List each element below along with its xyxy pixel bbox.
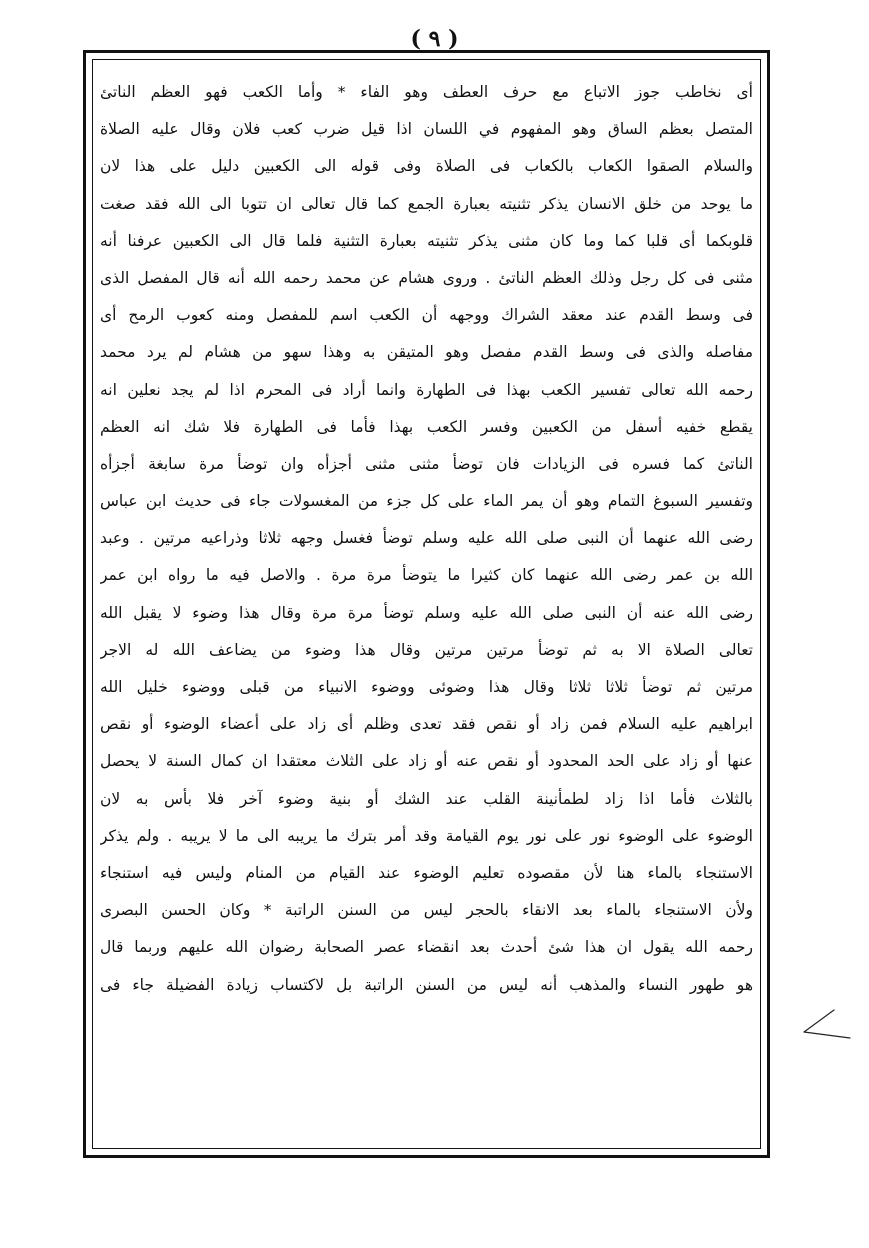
text-line: رحمه الله يقول ان هذا شئ أحدث بعد انقضاء عصر الصحابة رضوان الله عليهم وربما قال	[100, 938, 753, 957]
text-line: قلوبكما أى قلبا كما وما كان مثنى يذكر تثنيته بعبارة التثنية فلما قال الى الكعبين عرفنا أنه	[100, 231, 753, 250]
text-line: رضى الله عنهما أن النبى صلى الله عليه وسلم توضأ فغسل وجهه ثلاثا وذراعيه مرتين . وعبد	[100, 529, 753, 548]
text-line: رضى الله عنه أن النبى صلى الله عليه وسلم توضأ مرة مرة وقال هذا وضوء لا يقبل الله	[100, 603, 753, 622]
text-line: هو طهور النساء والمذهب أنه ليس من السنن الراتبة بل لاكتساب زيادة الفضيلة جاء فى	[100, 975, 753, 994]
text-line: عنها أو زاد على الحد المحدود أو نقص عنه أو زاد على الثلاث معتقدا ان كمال السنة لا يحصل	[100, 752, 753, 771]
text-line: بالثلاث فأما اذا زاد لطمأنينة القلب عند الشك أو بنية وضوء آخر فلا بأس به لان	[100, 789, 753, 808]
text-line: يقطع خفيه أسفل من الكعبين وفسر الكعب بهذا فأما فى الطهارة فلا شك انه العظم	[100, 417, 753, 436]
page-number: ( ٩ )	[410, 26, 459, 52]
text-line: ابراهيم عليه السلام فمن زاد أو نقص فقد تعدى وظلم أى زاد على أعضاء الوضوء أو نقص	[100, 715, 753, 734]
text-line: وتفسير السبوغ التمام وهو أن يمر الماء على كل جزء من المغسولات جاء فى حديث ابن عباس	[100, 492, 753, 511]
text-line: المتصل بعظم الساق وهو المفهوم في اللسان اذا قيل ضرب كعب فلان وقال عليه الصلاة	[100, 120, 753, 139]
text-line: مثنى فى كل رجل وذلك العظم الناتئ . وروى هشام عن محمد رحمه الله أنه قال المفصل الذى	[100, 268, 753, 287]
text-line: مرتين ثم توضأ ثلاثا ثلاثا وقال هذا وضوئى ووضوء الانبياء من قبلى ووضوء خليل الله	[100, 678, 753, 696]
text-line: والسلام الصقوا الكعاب بالكعاب فى الصلاة وفى قوله الى الكعبين دليل على هذا لان	[100, 157, 753, 176]
text-line: الاستنجاء بالماء هنا لأن مقصوده تعليم الوضوء عند القيام من المنام وليس فيه استنجاء	[100, 863, 753, 882]
text-line: تعالى الصلاة الا به ثم توضأ مرتين مرتين وقال هذا وضوء من يضاعف الله له الاجر	[100, 640, 753, 659]
text-line: الله بن عمر رضى الله عنهما كان كثيرا ما يتوضأ مرة مرة . والاصل فيه ما رواه ابن عمر	[100, 566, 753, 585]
text-line: ولأن الاستنجاء بالماء بعد الانقاء بالحجر ليس من السنن الراتبة * وكان الحسن البصرى	[100, 901, 753, 920]
text-line: مفاصله والذى فى وسط القدم مفصل وهو المتيقن به وهذا سهو من هشام لم يرد محمد	[100, 343, 753, 362]
text-line: الوضوء على الوضوء نور على نور يوم القيامة وقد أمر بترك ما يريبه الى ما لا يريبه . ولم يذكر	[100, 826, 753, 845]
text-line: أى نخاطب جوز الاتباع مع حرف العطف وهو الفاء * وأما الكعب فهو العظم الناتئ	[100, 83, 753, 101]
main-text-block	[100, 74, 753, 1144]
pen-stroke-mark	[800, 1004, 860, 1046]
text-line: رحمه الله تعالى تفسير الكعب بهذا فى الطهارة وانما أراد فى المحرم اذا لم يجد نعلين انه	[100, 380, 753, 399]
text-line: ما يوحد من خلق الانسان يذكر تثنيته بعبارة الجمع كما قال تعالى ان تتوبا الى الله فقد صغت	[100, 194, 753, 213]
text-line: الناتئ كما فسره فى الزيادات فان توضأ مثنى مثنى أجزأه وان توضأ مرة سابغة أجزأه	[100, 454, 753, 473]
text-line: فى وسط القدم عند معقد الشراك ووجهه أن الكعب اسم للمفصل ومنه كعوب الرمح أى	[100, 306, 753, 325]
